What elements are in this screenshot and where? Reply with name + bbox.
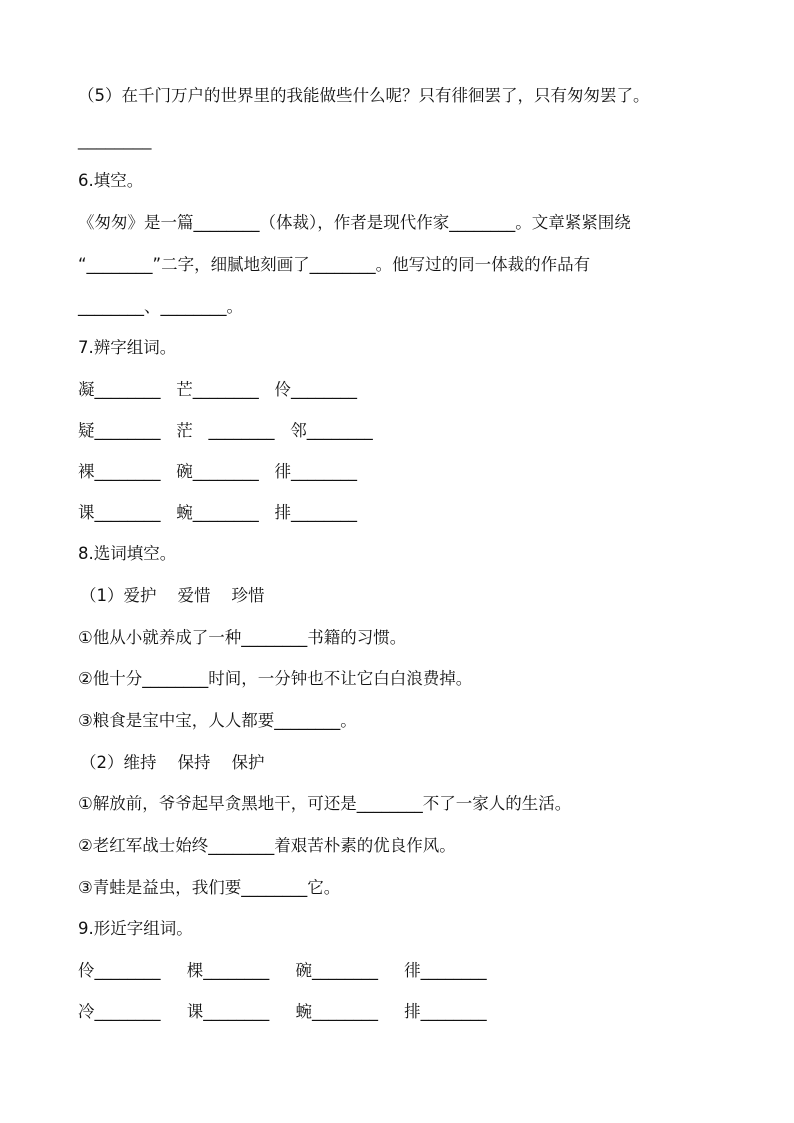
- q6-line-3: ________、________。: [78, 297, 243, 316]
- q9-row: 冷________ 课________ 蜿________ 排________: [78, 1002, 487, 1021]
- q8-part1-item: ②他十分________时间，一分钟也不让它白白浪费掉。: [78, 669, 473, 688]
- q8-part2-options: （2）维持 保持 保护: [80, 753, 265, 772]
- q8-part1-item: ③粮食是宝中宝，人人都要________。: [78, 711, 357, 730]
- q7-row: 课________ 蜿________ 排________: [78, 503, 357, 522]
- q9-row: 伶________ 棵________ 碗________ 徘________: [78, 961, 487, 980]
- q7-row: 凝________ 芒________ 伶________: [78, 380, 357, 399]
- q9-title: 9.形近字组词。: [78, 919, 193, 938]
- q8-part2-item: ②老红军战士始终________着艰苦朴素的优良作风。: [78, 836, 456, 855]
- q8-part2-item: ①解放前，爷爷起早贪黑地干，可还是________不了一家人的生活。: [78, 794, 572, 813]
- q7-row: 疑________ 茫 ________ 邻________: [78, 421, 373, 440]
- q6-line-1: 《匆匆》是一篇________（体裁），作者是现代作家________。文章紧紧围绕: [78, 213, 631, 232]
- q5-answer-blank[interactable]: ________: [78, 132, 152, 150]
- q8-title: 8.选词填空。: [78, 544, 177, 563]
- q8-part1-options: （1）爱护 爱惜 珍惜: [80, 586, 265, 605]
- q5-sentence: （5）在千门万户的世界里的我能做些什么呢？只有徘徊罢了，只有匆匆罢了。: [78, 86, 650, 105]
- q6-line-2: “________”二字，细腻地刻画了________。他写过的同一体裁的作品有: [78, 255, 591, 274]
- q8-part1-item: ①他从小就养成了一种________书籍的习惯。: [78, 628, 407, 647]
- q7-title: 7.辨字组词。: [78, 338, 177, 357]
- q6-title: 6.填空。: [78, 171, 144, 190]
- q7-row: 裸________ 碗________ 徘________: [78, 462, 357, 481]
- q8-part2-item: ③青蛙是益虫，我们要________它。: [78, 878, 341, 897]
